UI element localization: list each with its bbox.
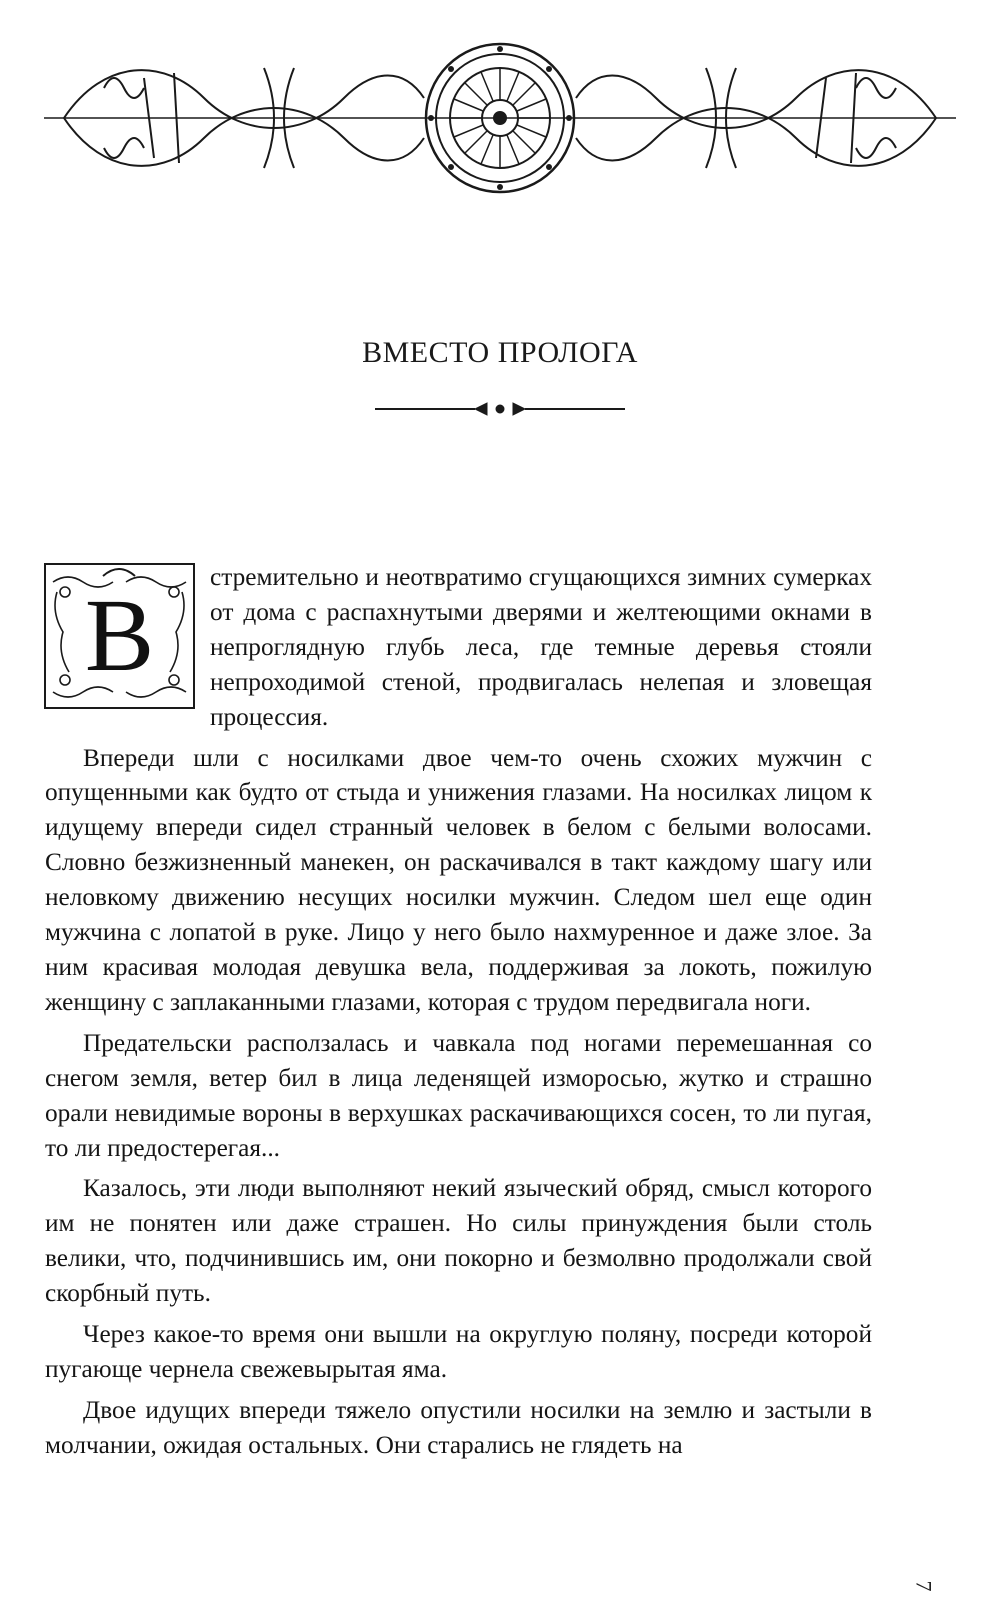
header-ornament [44,38,956,198]
body-text [45,560,872,1463]
paragraph-5: Через какое-то время они вышли на округлую поляну, посреди которой пугающе чернела свежевырытая яма. [45,1320,872,1383]
page-number: 7 [911,1580,937,1592]
paragraph-1: стремительно и неотвратимо сгущающихся зимних сумерках от дома с распахнутыми дверями и желтеющими окнами в непроглядную глубь леса, где темные деревья стояли непроходимой стеной, продвигалась нелепая и зловещая процессия. [210,563,872,731]
paragraph-2: Впереди шли с носилками двое чем-то очень схожих мужчин с опущенными как будто от стыда и унижения глазами. На носилках лицом к идущему впереди сидел странный человек в белом с белыми волосами. Словно безжизненный манекен, он раскачивался в такт каждому шагу или неловкому движению несущих носилки мужчин. Следом шел еще один мужчина с лопатой в руке. Лицо у него было нахмуренное и даже злое. За ним красивая молодая девушка вела, поддерживая за локоть, пожилую женщину с заплаканными глазами, которая с трудом передвигала ноги. [45,743,872,1016]
chapter-title: ВМЕСТО ПРОЛОГА [362,336,638,369]
paragraph-3: Предательски расползалась и чавкала под ногами перемешанная со снегом земля, ветер бил в лица леденящей изморосью, жутко и страшно орали невидимые вороны в верхушках раскачивающихся сосен, то ли пугая, то ли предостерегая... [45,1028,872,1162]
drop-cap-ornament [43,562,196,710]
paragraph-6: Двое идущих впереди тяжело опустили носилки на землю и застыли в молчании, ожидая остальных. Они старались не глядеть на [45,1395,872,1459]
drop-cap-letter: В [84,578,155,693]
title-divider-ornament [375,398,625,420]
paragraph-4: Казалось, эти люди выполняют некий языческий обряд, смысл которого им не понятен или даже страшен. Но силы принуждения были столь велики, что, подчинившись им, они покорно и безмолвно продолжали свой скорбный путь. [45,1174,872,1308]
